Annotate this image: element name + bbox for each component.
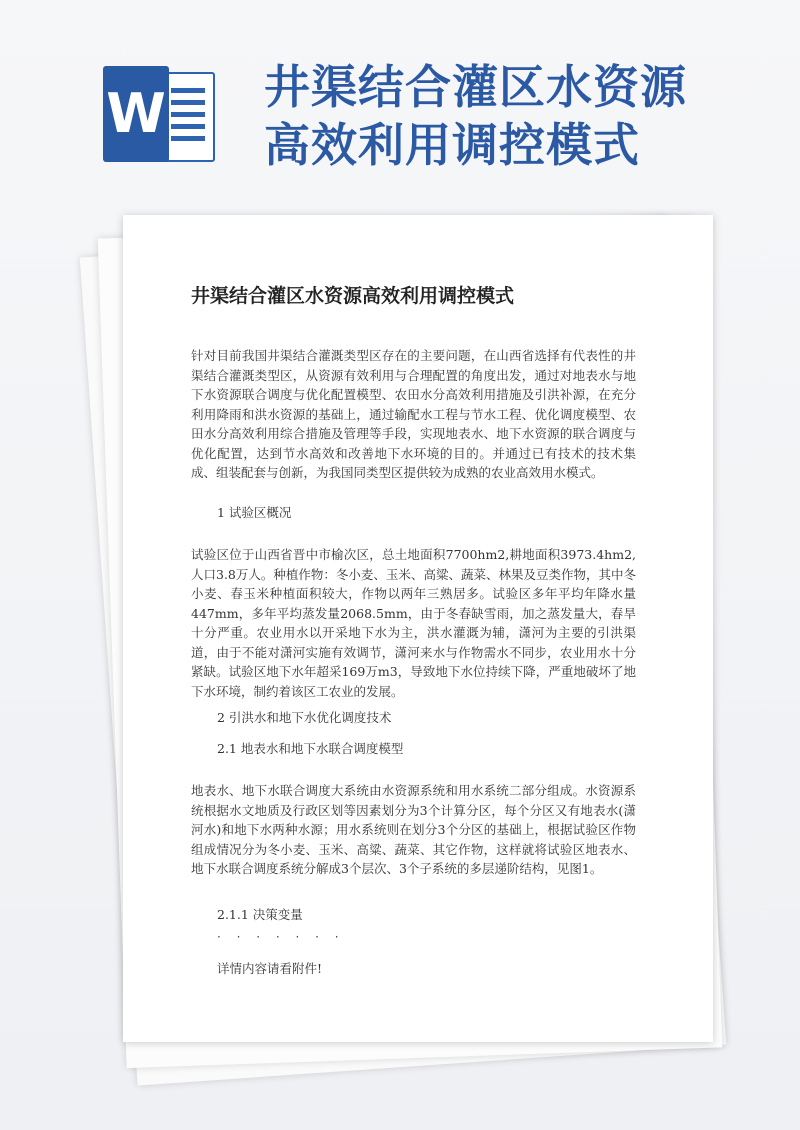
word-doc-icon [103, 66, 213, 162]
section-heading-1: 1 试验区概况 [217, 505, 292, 520]
section-2-1-paragraph: 地表水、地下水联合调度大系统由水资源系统和用水系统二部分组成。水资源系统根据水文地质及行政区划等因素划分为3个计算分区，每个分区又有地表水(潇河水)和地下水两种水源；用水系统则在划分3个分区的基础上，根据试验区作物组成情况分为冬小麦、玉米、高粱、蔬菜、其它作物，这样就将试验区地表水、地下水联合调度系统分解成3个层次、3个子系统的多层递阶结构，见图1。 [191, 783, 636, 876]
document-page [123, 215, 713, 1042]
ellipsis-dots: · · · · · · · [217, 930, 345, 944]
word-letter-badge: W [103, 66, 169, 162]
document-title: 井渠结合灌区水资源高效利用调控模式 [191, 285, 515, 307]
abstract-paragraph: 针对目前我国井渠结合灌溉类型区存在的主要问题，在山西省选择有代表性的井渠结合灌溉类型区，从资源有效利用与合理配置的角度出发，通过对地表水与地下水资源联合调度与优化配置模型、农田水分高效利用措施及引洪补源，在充分利用降雨和洪水资源的基础上，通过输配水工程与节水工程、优化调度模型、农田水分高效利用综合措施及管理等手段，实现地表水、地下水资源的联合调度与优化配置，达到节水高效和改善地下水环境的目的。并通过已有技术的技术集成、组装配套与创新，为我国同类型区提供较为成熟的农业高效用水模式。 [191, 348, 636, 480]
attachment-note: 详情内容请看附件! [217, 961, 323, 976]
section-heading-2-1: 2.1 地表水和地下水联合调度模型 [217, 741, 404, 756]
section-1-paragraph: 试验区位于山西省晋中市榆次区，总土地面积7700hm2,耕地面积3973.4hm2,人口3.8万人。种植作物：冬小麦、玉米、高粱、蔬菜、林果及豆类作物，其中冬小麦、春玉米种植面积较大，作物以两年三熟居多。试验区多年平均年降水量447mm，多年平均蒸发量2068.5mm，由于冬春缺雪雨，加之蒸发量大，春旱十分严重。农业用水以开采地下水为主，洪水灌溉为辅，潇河为主要的引洪渠道，由于不能对潇河实施有效调节，潇河来水与作物需水不同步，农业用水十分紧缺。试验区地下水年超采169万m3，导致地下水位持续下降，严重地破坏了地下水环境，制约着该区工农业的发展。 [191, 547, 636, 699]
section-heading-2: 2 引洪水和地下水优化调度技术 [217, 710, 392, 725]
page-title: 井渠结合灌区水资源高效利用调控模式 [264, 60, 687, 172]
section-heading-2-1-1: 2.1.1 决策变量 [217, 907, 303, 922]
